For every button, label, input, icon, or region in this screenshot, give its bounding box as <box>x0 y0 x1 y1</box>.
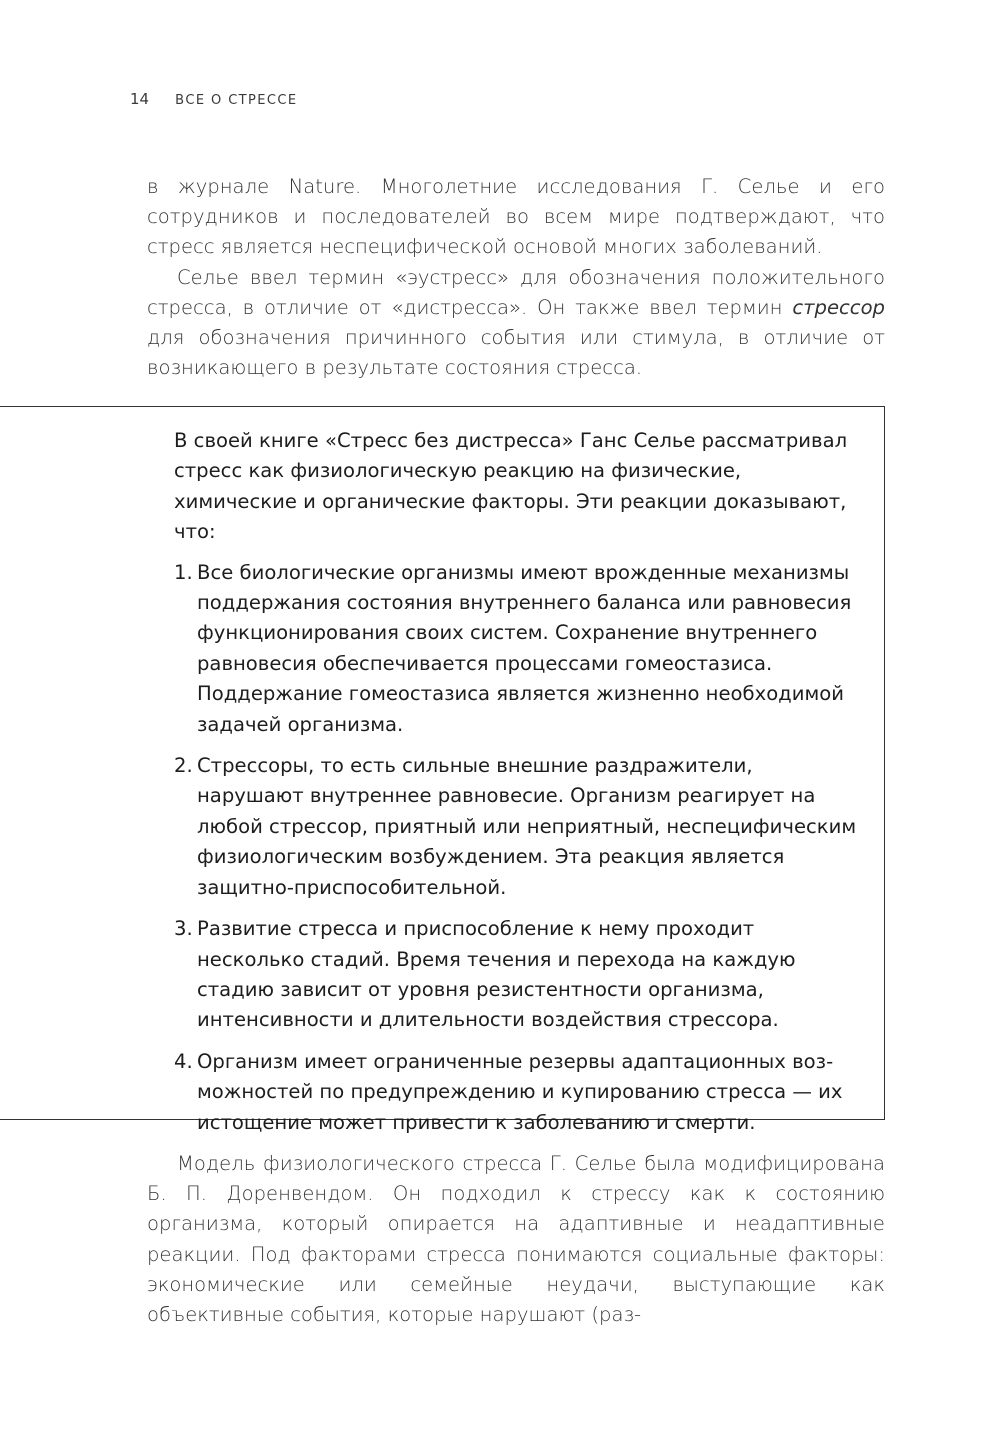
list-item <box>174 751 864 903</box>
paragraph-text-start: Селье ввел термин «эустресс» для обозначения положительного стресса, в отличие от «дистресса». Он также ввел термин <box>147 265 885 319</box>
running-title: ВСЕ О СТРЕССЕ <box>175 93 298 108</box>
list-item-text: Организм имеет ограниченные резервы адаптационных возможностей по предупреждению и купированию стресса — их истощение может привести к заболеванию и смерти. <box>197 1049 843 1134</box>
callout-list <box>174 558 864 1138</box>
list-item-text: Все биологические организмы имеют врожденные механизмы поддержания состояния внутреннего баланса или равновесия функционирования своих систем. Сохранение внутреннего равновесия обеспечивается процессами гомеостазиса. Поддержание гомеостазиса является жизненно необходимой задачей организма. <box>197 560 852 736</box>
page-number: 14 <box>130 90 150 108</box>
paragraph-dohrenwend-model: Модель физиологического стресса Г. Селье была модифицирована Б. П. Доренвендом. Он подходил к стрессу как к состоянию организма, который опирается на адаптивные и неадаптивные реакции. Под факторами стресса понимаются социальные факторы: экономические или семейные неудачи, выступающие как объективные события, которые нарушают (раз- <box>147 1152 885 1327</box>
list-item <box>174 558 864 740</box>
callout-intro: В своей книге «Стресс без дистресса» Ганс Селье рассматривал стресс как физиологическую реакцию на физические, химические и органические факторы. Эти реакции доказывают, что: <box>174 429 848 544</box>
list-item <box>174 914 864 1036</box>
paragraph-text-end: для обозначения причинного события или стимула, в отличие от возникающего в результате состояния стресса. <box>147 326 885 380</box>
callout-box <box>0 406 885 1134</box>
list-item-number: 1. <box>174 560 193 584</box>
list-item-text: Развитие стресса и приспособление к нему проходит несколько стадий. Время течения и перехода на каждую стадию зависит от уровня резистентности организма, интенсивности и длительности воздействия стрессора. <box>197 917 796 1032</box>
paragraph-stressor-term <box>147 263 885 384</box>
list-item-number: 2. <box>174 754 193 778</box>
bottom-text-block <box>147 1149 885 1330</box>
paragraph-continuation: в журнале Nature. Многолетние исследования Г. Селье и его сотрудников и последователей во всем мире подтверждают, что стресс является неспецифической основой многих заболеваний. <box>147 175 885 259</box>
list-item-number: 4. <box>174 1049 193 1073</box>
callout-content <box>174 426 864 1149</box>
top-text-block <box>147 172 885 383</box>
list-item <box>174 1047 864 1138</box>
list-item-number: 3. <box>174 917 193 941</box>
list-item-text: Стрессоры, то есть сильные внешние раздражители, нарушают внутреннее равновесие. Организм реагирует на любой стрессор, приятный или неприятный, неспецифическим физиологическим возбуждением. Эта реакция является защитно-приспособительной. <box>197 754 857 899</box>
running-head <box>130 90 297 108</box>
italic-term-stressor: стрессор <box>792 295 885 319</box>
